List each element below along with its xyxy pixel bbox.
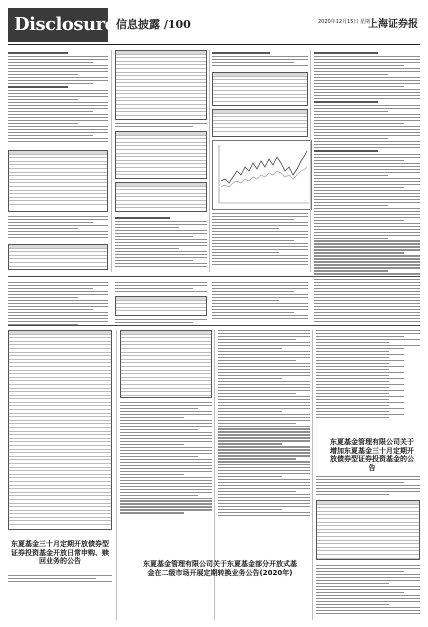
- table-1a: [8, 150, 108, 212]
- mid-text-4: [314, 282, 420, 324]
- table-3b: [212, 109, 308, 137]
- column-divider: [116, 330, 117, 620]
- center-table-a: [120, 330, 212, 398]
- masthead: [8, 8, 420, 42]
- right-footer: [316, 565, 420, 616]
- issue-date: 2020年12月15日 星期二: [318, 19, 376, 25]
- column-divider: [310, 50, 311, 272]
- right-mid-title: 东夏基金管理有限公司关于增加东夏基金三十月定期开放债券型证券投资基金的公告: [330, 438, 414, 472]
- section-title: 信息披露 /100: [116, 18, 191, 31]
- center-text-a: [120, 402, 212, 515]
- nav-line-chart: [212, 140, 312, 210]
- header-rule: [8, 44, 420, 45]
- text-column-2a: [115, 123, 207, 129]
- chart-svg: [213, 141, 313, 211]
- right-text: [316, 476, 420, 497]
- right-table: [316, 500, 420, 560]
- section-rule: [8, 276, 420, 277]
- mid-text-2: [115, 282, 207, 294]
- series-line-2: [221, 167, 307, 187]
- table-3a: [212, 72, 308, 106]
- table-2a: [115, 50, 207, 120]
- column-divider: [111, 50, 112, 272]
- table-2c: [115, 182, 207, 212]
- column-divider: [312, 330, 313, 620]
- mid-text-1: [8, 282, 108, 327]
- column-divider: [209, 50, 210, 272]
- left-bottom-title: 东夏基金三十月定期开放债券型证券投资基金开放日常申购、赎回业务的公告: [11, 540, 109, 565]
- table-1b: [8, 244, 108, 270]
- left-bottom-footer: [8, 575, 112, 584]
- mid-text-3: [212, 282, 308, 321]
- fee-table: [8, 330, 112, 530]
- center-text-b: [218, 330, 310, 518]
- table-2b: [115, 131, 207, 179]
- text-column-1: [8, 50, 108, 144]
- mid-table-2: [115, 296, 207, 316]
- right-list: [316, 330, 420, 420]
- text-column-3a: [212, 50, 308, 68]
- center-bottom-title: 东夏基金管理有限公司关于东夏基金部分开放式基金在二级市场开展定期转换业务公告(2020年): [143, 560, 297, 577]
- text-column-2b: [115, 215, 207, 269]
- text-column-3b: [212, 213, 308, 267]
- text-column-1b: [8, 216, 108, 240]
- paper-name: 上海证券报: [368, 19, 418, 30]
- brand-logo: Disclosure: [8, 8, 108, 42]
- section-rule: [8, 325, 420, 326]
